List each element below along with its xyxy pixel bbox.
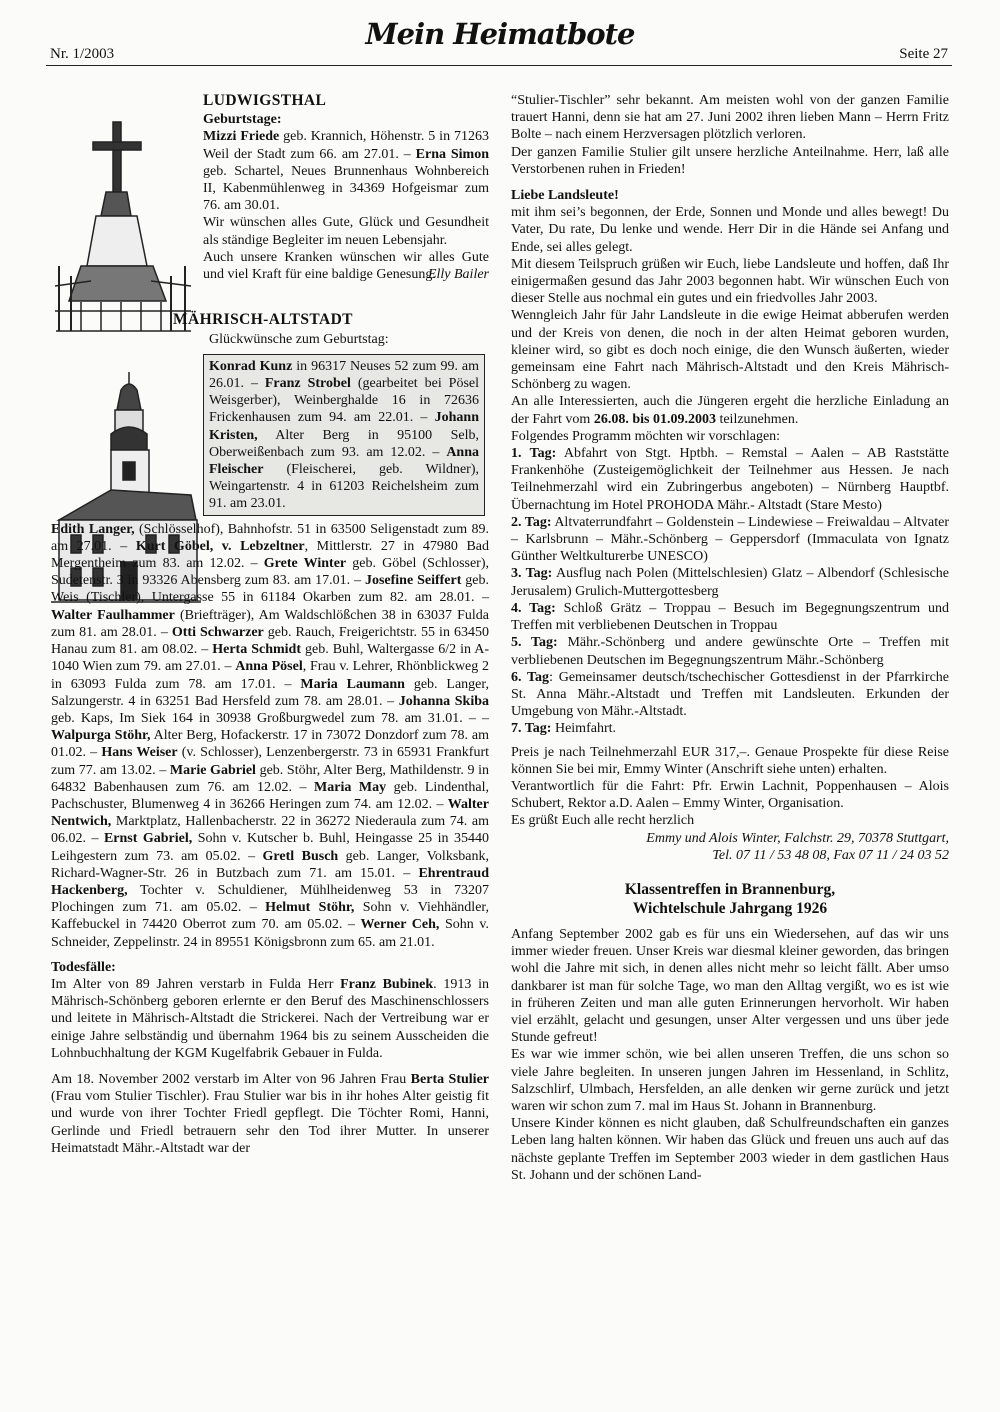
person-details: geb. Buhl, Waltergasse 6/2 in A-1040 Wien zum 79. am 27.01. – (51, 642, 489, 675)
section-title-ludwigsthal: LUDWIGSTHAL (203, 92, 327, 109)
program-day (511, 565, 949, 599)
person-details: (gearbeitet bei Pösel Weisgerber), Weinberghalde 16 in 72636 Frickenhausen zum 94. am 22.01. – (209, 376, 479, 426)
person-details: , Mittlerstr. 27 in 47980 Bad Mergentheim zum 83. am 12.02. – (51, 538, 489, 572)
person-details: geb. Weis (Tischler), Untergasse 55 in 61184 Okarben zum 82. am 28.01. – (51, 573, 489, 606)
person-details: , Frau v. Lehrer, Rhönblickweg 2 in 63093 Fulda zum 78. am 17.01. – (51, 659, 489, 692)
person-name: Grete Winter (263, 556, 347, 572)
highlight-box (203, 354, 485, 516)
person-details: geb. Kaps, Im Siek 164 in 30938 Großburgwedel zum 78. am 31.01. – – (51, 710, 489, 726)
day-label: 4. Tag: (511, 600, 556, 616)
day-description: Ausflug nach Polen (Mittelschlesien) Glatz – Albendorf (Schlesische Jerusalem) Grulich-Muttergottesberg (511, 566, 949, 599)
reunion-paragraph: Es war wie immer schön, wie bei allen unseren Treffen, die uns schon so viele Jahre begleiten. In unseren jungen Jahren im Hessenland, in Schlitz, Salzschlirf, Ulmbach, Hersfelden, an alle denken wir gerne zurück und jetzt waren wir schon zum 7. mal im Haus St. Johann in Brannenburg. (511, 1047, 949, 1114)
sick-wish-paragraph: Auch unsere Kranken wünschen wir alles Gute und viel Kraft für eine baldige Genesung. (203, 249, 489, 283)
section-title-maehrisch-altstadt: MÄHRISCH-ALTSTADT (173, 311, 353, 329)
day-label: 6. Tag (511, 669, 550, 685)
prayer-paragraph: mit ihm sei’s begonnen, der Erde, Sonnen und Monde und alles bewegt! Du Vater, Du rate, Du lenke und wende. Herr Dir in die Hände sei Anfang und Ende, sei alles gelegt. (511, 205, 949, 255)
person-name: Konrad Kunz (209, 358, 293, 374)
person-name: Herta Schmidt (212, 642, 301, 658)
obituary-bubinek: Im Alter von 89 Jahren verstarb in Fulda Herr Franz Bubinek. 1913 in Mährisch-Schönberg geboren erlernte er den Beruf des Maschinenschlossers und leitete in Mährisch-Altstadt die Strickerei. Nach der Vertreibung war er einige Jahre selbständig und übernahm 1964 bis zu seinem Ausscheiden die Lohnbuchhaltung der KGM Kugelfabrik Gebauer in Fulda. (51, 976, 490, 1061)
person-name: Hans Weiser (101, 745, 178, 761)
person-name: Ernst Gabriel, (103, 831, 193, 847)
day-label: 3. Tag: (511, 566, 553, 582)
day-label: 5. Tag: (511, 635, 558, 651)
person-name: Kurt Göbel, v. Lebzeltner (135, 538, 305, 554)
person-name: Franz Strobel (264, 376, 351, 392)
person-name: Ehrentraud Hackenberg, (51, 865, 489, 898)
person-details: in 96317 Neuses 52 zum 99. am 26.01. – (209, 358, 480, 392)
person-details: geb. Lindenthal, Pachschuster, Blumenweg 4 in 36266 Heringen zum 74. am 12.02. – (51, 779, 489, 812)
reunion-paragraph: Unsere Kinder können es nicht glauben, daß Schulfreundschaften ein ganzes Leben lang halten können. Wir haben das Glück und freuen uns auch auf das nächste geplante Treffen im September 2003 wieder in dem gastlichen Haus St. Johann und der schönen Land- (511, 1116, 949, 1183)
person-details: Alter Berg, Hofackerstr. 17 in 73072 Donzdorf zum 78. am 01.02. – (51, 728, 489, 761)
class-reunion-title: Klassentreffen in Brannenburg, Wichtelschule Jahrgang 1926 (624, 880, 836, 917)
right-column (511, 92, 949, 1184)
day-label: 7. Tag: (511, 721, 552, 737)
person-name: Helmut Stöhr, (265, 900, 355, 916)
program-day (511, 445, 949, 514)
person-name: Anna Fleischer (209, 444, 479, 478)
day-label: 2. Tag: (511, 514, 552, 530)
person-details: Tochter v. Schuldiener, Mühlheidenweg 53 in 73207 Plochingen zum 71. am 05.02. – (51, 882, 489, 916)
person-details: geb. Stöhr, Alter Berg, Mathildenstr. 9 in 64832 Babenhausen zum 76. am 12.02. – (51, 762, 490, 795)
person-details: Alter Berg in 95100 Selb, Oberweißenbach zum 93. am 12.02. – (209, 427, 479, 460)
person-name: Anna Pösel (235, 659, 303, 675)
person-name: Maria May (314, 779, 387, 795)
masthead-logo: Mein Heimatbote (365, 17, 635, 51)
person-name: Mizzi Friede (203, 129, 280, 145)
invitation-paragraph: An alle Interessierten, auch die Jüngeren ergeht die herzliche Einladung an der Fahrt vom 26.08. bis 01.09.2003 teilzunehmen. (511, 394, 949, 427)
day-label: 1. Tag: (511, 446, 557, 462)
program-intro: Folgendes Programm möchten wir vorschlagen: (511, 428, 781, 444)
person-name: Berta Stulier (410, 1071, 489, 1087)
person-name: Maria Laumann (300, 676, 405, 692)
condolence: Der ganzen Familie Stulier gilt unsere herzliche Anteilnahme. Herr, laß alle Verstorbenen ruhen in Frieden! (511, 144, 949, 177)
person-name: Franz Bubinek (340, 976, 434, 992)
program-day (511, 634, 949, 668)
day-description: Altvaterrundfahrt – Goldenstein – Lindewiese – Freiwaldau – Altvater – Karlsbrunn – Mähr.-Schönberg – Geppersdorf (Immaculata von Ignatz Günther Weltkulturerbe UNESCO) (511, 514, 950, 565)
price-paragraph: Preis je nach Teilnehmerzahl EUR 317,–. Genaue Prospekte für diese Reise können Sie bei mir, Emmy Winter (Anschrift siehe unten) erhalten. (511, 744, 949, 777)
person-name: Walter Nentwich, (51, 796, 489, 830)
page-number: Seite 27 (899, 46, 948, 62)
left-column (51, 72, 489, 1157)
person-name: Johann Kristen, (209, 410, 479, 443)
person-details: geb. Langer, Salzungerstr. 4 in 63251 Bad Hersfeld zum 78. am 28.01. – (51, 676, 489, 709)
day-description: Heimfahrt. (551, 721, 616, 737)
reunion-paragraph: Anfang September 2002 gab es für uns ein Wiedersehen, auf das wir uns immer wieder freuen. Unser Kreis war diesmal kleiner geworden, das bringen wohl die Jahre mit sich, in denen alles nicht mehr so leicht fällt. Aber umso dankbarer ist man für solche Tage, wo man den Alltag vergißt, wo es ist wie in früheren Zeiten und man alle guten Erinnerungen hervorholt. Wir haben viel erzählt, gelacht und gesungen, unser Alter vergessen und uns über jede Stunde gefreut! (511, 926, 949, 1046)
person-name: Werner Ceh, (360, 917, 440, 933)
person-details: (v. Schlosser), Lenzenbergerstr. 73 in 65931 Frankfurt zum 77. am 13.02. – (51, 745, 490, 778)
person-name: Marie Gabriel (169, 762, 256, 778)
person-name: Josefine Seiffert (364, 573, 462, 589)
program-day (511, 514, 949, 566)
wish-paragraph: Wir wünschen alles Gute, Glück und Gesundheit als ständige Begleiter im neuen Lebensjahr. (203, 215, 489, 248)
birthday-paragraph: Mizzi Friede geb. Krannich, Höhenstr. 5 in 71263 Weil der Stadt zum 66. am 27.01. – Erna Simon geb. Schartel, Neues Brunnenhaus Wohnbereich II, Kabenmühlenweg in 34369 Hofgeismar zum 76. am 30.01. (203, 129, 490, 214)
person-name: Otti Schwarzer (171, 624, 264, 640)
person-name: Erna Simon (415, 146, 490, 162)
trip-dates: 26.08. bis 01.09.2003 (593, 411, 716, 427)
congrats-intro: Glückwünsche zum Geburtstag: (209, 331, 389, 347)
person-details: Sohn v. Schneider, Zeppelinstr. 24 in 89551 Königsbronn zum 65. am 21.01. (51, 917, 489, 950)
header-rule (46, 65, 952, 66)
person-details: geb. Langer, Volksbank, Richard-Wagner-Str. 26 in Butzbach zum 71. am 15.01. – (51, 848, 489, 881)
obituary-stulier: Am 18. November 2002 verstarb im Alter von 96 Jahren Frau Berta Stulier (Frau vom Stulier Tischler). Frau Stulier war bis in ihr hohes Alter geistig fit und wurde von ihrer Tochter Friedl gepflegt. Die Töchter Romi, Hanni, Gerlinde und Friedl betrauern sehr den Tod ihrer Mutter. In unserer Heimatstadt Mähr.-Altstadt war der (51, 1071, 489, 1156)
deaths-subtitle: Todesfälle: (51, 959, 116, 975)
birthday-list (51, 521, 489, 951)
signature-address: Emmy und Alois Winter, Falchstr. 29, 70378 Stuttgart, (646, 830, 949, 846)
person-name: Johanna Skiba (398, 693, 489, 709)
person-details: geb. Rauch, Freigerichtstr. 55 in 63450 Hanau zum 81. am 08.02. – (51, 624, 489, 658)
signature: Elly Bailer (427, 267, 489, 283)
obituary-continued: “Stulier-Tischler” sehr bekannt. Am meisten wohl von der ganzen Familie trauert Hanni, denn sie hat am 27. Juni 2002 ihren lieben Mann – Herrn Fritz Bolte – nach einem Herzversagen plötzlich verloren. (511, 93, 949, 143)
program-day (511, 669, 949, 721)
day-description: : Gemeinsamer deutsch/tschechischer Gottesdienst in der Pfarrkirche St. Anna Mähr.-Altstadt und Treffen mit Landsleuten. Erkunden der Umgebung von Mähr.-Altstadt. (511, 669, 949, 720)
regards-line: Es grüßt Euch alle recht herzlich (511, 813, 695, 829)
person-details: Marktplatz, Hallenbacherstr. 22 in 36272 Niederaula zum 74. am 06.02. – (51, 814, 489, 847)
person-details: (Briefträger), Am Waldschlößchen 38 in 63037 Fulda zum 81. am 28.01. – (51, 607, 489, 640)
new-year-paragraph: Mit diesem Teilspruch grüßen wir Euch, liebe Landsleute und hoffen, daß Ihr einigermaßen gesund das Jahr 2003 begonnen habt. Wir wünschen Euch von dieser Stelle aus nochmal ein gutes und ein friedvolles Jahr 2003. (511, 256, 949, 307)
person-name: Walpurga Stöhr, (51, 728, 151, 744)
person-details: Sohn v. Kutscher b. Buhl, Heingasse 25 in 35440 Leihgestern zum 73. am 05.02. – (51, 831, 489, 864)
person-name: Walter Faulhammer (51, 607, 175, 623)
day-description: Schloß Grätz – Troppau – Besuch im Begegnungszentrum und Treffen mit verbliebenen Deutschen in Troppau (511, 600, 949, 634)
person-name: Gretl Busch (262, 848, 339, 864)
signature-phone: Tel. 07 11 / 53 48 08, Fax 07 11 / 24 03 52 (712, 847, 949, 863)
person-details: geb. Göbel (Schlosser), Sudetenstr. 3 in 93326 Abensberg zum 83. am 17.01. – (51, 556, 490, 589)
trip-intro-paragraph: Wenngleich Jahr für Jahr Landsleute in die ewige Heimat abberufen werden und der Kreis von denen, die noch in der alten Heimat geboren wurden, kleiner wird, so gibt es doch noch einige, die den Wunsch äußerten, wieder gemeinsam eine Fahrt nach Mährisch-Altstadt und den Kreis Mährisch-Schönberg zu wagen. (511, 308, 949, 393)
program-day (511, 600, 949, 634)
person-details: (Schlösselhof), Bahnhofstr. 51 in 63500 Seligenstadt zum 89. am 27.01. – (51, 521, 489, 554)
birthdays-subtitle: Geburtstage: (203, 112, 282, 128)
responsible-paragraph: Verantwortlich für die Fahrt: Pfr. Erwin Lachnit, Poppenhausen – Alois Schubert, Rektor a.D. Aalen – Emmy Winter, Organisation. (511, 778, 949, 812)
trip-program-list (511, 445, 949, 737)
day-description: Abfahrt von Stgt. Hptbh. – Remstal – Aalen – AB Raststätte Frankenhöhe (Zusteigemöglichkeit der Teilnehmer aus Hessen. Je nach Teilnehmerzahl wird ein Zubringerbus angeboten) – Nürnberg Hauptbf. Übernachtung im Hotel PROHODA Mähr.- Altstadt (Stare Mesto) (511, 446, 950, 513)
day-description: Mähr.-Schönberg und andere gewünschte Orte – Treffen mit verbliebenen Deutschen im Begegnungszentrum Mähr.-Schönberg (511, 635, 949, 668)
person-name: Edith Langer, (51, 521, 135, 537)
person-details: Sohn v. Viehhändler, Kaffebuckel in 74420 Oberrot zum 70. am 05.02. – (51, 900, 490, 933)
person-details: (Fleischerei, geb. Wildner), Weingartenstr. 4 in 61203 Reichelsheim zum 91. am 23.01. (209, 462, 479, 512)
program-day (511, 720, 949, 737)
issue-number: Nr. 1/2003 (50, 46, 115, 62)
greeting-heading: Liebe Landsleute! (511, 188, 619, 204)
